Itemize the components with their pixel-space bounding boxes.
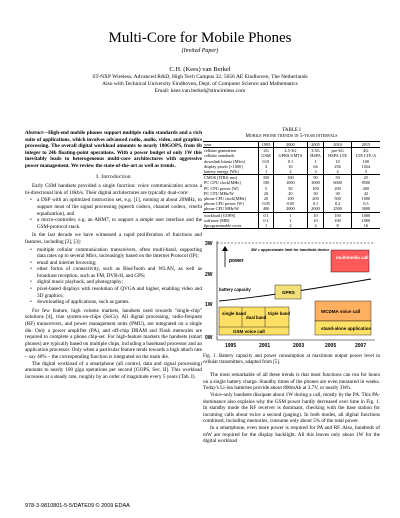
affiliation-2: Also with Technical University Eindhoven, Dept. of Computer Science and Mathematics bbox=[102, 81, 298, 87]
table-cell: 1995 bbox=[258, 142, 273, 148]
table-cell: 350 bbox=[258, 175, 273, 181]
paragraph: For few feature, high volume markets, handsets used towards "single-chip" solutions [4], true system-on-chips (SoCs). All digital processing, radio-frequent (RF) transceivers, and power management units (PMU), are integrated on a single die. Only a power amplifier (PA), and off-chip DRAM and Flash memories are required to complete a phone chip-set. For high-feature markets the handsets (smart phones) are typically based on multiple chips, including a baseband processor and an application processor. Only when a particular feature tends towards a high attach rate – say 40% – the corresponding function is integrated on the main die. bbox=[25, 307, 202, 360]
table-cell: #programmable cores bbox=[203, 223, 258, 229]
paragraph: The most remarkable of all these trends is that most functions can run for hours on a single battery charge. Standby times of the phones are even measured in weeks. Today's Li-ion batteries provide about 800mAh at 3.7V, or nearly 3Wh. bbox=[203, 372, 380, 392]
table-cell: cellular generation bbox=[204, 148, 237, 154]
table-cell: 30 bbox=[307, 191, 324, 196]
figure-caption: Fig. 1. Battery capacity and power consumption at maximum output power level in cellular transmitters, adapted from [5]. bbox=[203, 354, 380, 366]
battery-label: battery capacity bbox=[219, 287, 251, 293]
table-cell: 0.2 bbox=[324, 201, 351, 206]
table-cell: CMOS [ITRS, nm] bbox=[204, 175, 238, 181]
table-cell: 0.1 bbox=[258, 212, 273, 218]
table-cell: year bbox=[203, 142, 258, 148]
table-cell: 180 bbox=[274, 175, 307, 181]
table-cell: 30 bbox=[324, 191, 351, 196]
table-cell: 25 bbox=[351, 175, 380, 181]
table-caption: Mobile phone trends in 5-year intervals bbox=[245, 134, 338, 139]
table-cell: 90 bbox=[307, 175, 324, 181]
table-cell: workload [GOPS] bbox=[204, 212, 236, 218]
table-cell: 2000 bbox=[274, 206, 307, 212]
table-cell: 4 bbox=[324, 169, 351, 175]
table-cell: 100 bbox=[258, 180, 273, 185]
table-cell: LTE LTE-A bbox=[351, 153, 380, 158]
section-heading-intro: I. Introduction bbox=[96, 173, 131, 180]
list-item: • a DSP with an optimized instruction set, e.g. [1], running at about 20MHz, to support most of the signal processing (speech codecs, channel codecs, viterbi equalization), and bbox=[25, 197, 202, 217]
table-cell: 500 bbox=[324, 196, 351, 201]
table-cell: 100 bbox=[307, 186, 324, 191]
table-cell: software [MB] bbox=[204, 217, 230, 223]
table-cell: 5 bbox=[351, 169, 380, 175]
table-cell: GSM bbox=[258, 153, 273, 158]
y-tick-label: 1W bbox=[205, 302, 213, 309]
table-cell: 1 bbox=[258, 223, 273, 229]
list-item: • a micro-controller, e.g. an ARM7, to support a simple user interface and the GSM-protocol stack. bbox=[25, 217, 202, 230]
table-cell: 20 bbox=[274, 191, 307, 196]
standalone-label: stand-alone application bbox=[321, 326, 372, 332]
left-column bbox=[25, 130, 202, 380]
triple-band-label: triple band bbox=[268, 311, 290, 317]
table-cell: 8500 bbox=[351, 180, 380, 185]
table-cell: 2000 bbox=[274, 142, 307, 148]
table-cell: 1000 bbox=[351, 218, 380, 223]
table-cell: 100 bbox=[274, 196, 307, 201]
right-column bbox=[203, 130, 380, 445]
table-cell: 1 bbox=[274, 212, 307, 218]
list-features bbox=[25, 247, 202, 306]
wcdma-label: WCDMA voice call bbox=[321, 309, 361, 315]
table-cell: 8 bbox=[324, 223, 351, 229]
table-cell: GPRS UMTS bbox=[274, 153, 307, 158]
affiliation-1: ST-NXP Wireless, Advanced R&D, High Tech Campus 32, 5656 AE Eindhoven, The Netherlands bbox=[92, 74, 308, 80]
paragraph: Early GSM handsets provided a single function: voice communication across a bi-directional link of 10kb/s. Their digital architectures are typically dual-core: bbox=[25, 183, 202, 196]
figure-power-chart bbox=[203, 235, 380, 352]
paragraph: In the last decade we have witnessed a rapid proliferation of functions and features, including [2], [3]: bbox=[25, 232, 202, 245]
table-cell: 1000 bbox=[351, 196, 380, 201]
table-cell: 3.5G bbox=[307, 148, 324, 154]
table-cell: 256 bbox=[324, 164, 351, 169]
table-cell: HSPA LTE bbox=[324, 153, 351, 158]
table-cell: 200 bbox=[324, 186, 351, 191]
list-item: • multiple cellular communication transceivers, often multi-band, supporting data rates up to several Mb/s, increasingly based on the Internet Protocol (IP); bbox=[25, 247, 202, 260]
table-cell: 0.1 bbox=[274, 159, 307, 164]
list-dual-core bbox=[25, 197, 202, 230]
paper-title: Multi-Core for Mobile Phones bbox=[108, 30, 292, 46]
table-cell: 1024 bbox=[351, 164, 380, 169]
gprs-label: GPRS bbox=[282, 290, 295, 296]
table-cell: 0.3 bbox=[351, 201, 380, 206]
y-tick-label: 2W bbox=[205, 272, 213, 279]
y-tick-label: 3W bbox=[205, 241, 213, 248]
paragraph: In a smartphone, even more power is required for PA and RF. Also, hundreds of mW are required for the display backlight. All this leaves only about 1W for the digital workload bbox=[203, 425, 380, 445]
x-tick-label: 2003 bbox=[293, 343, 305, 350]
x-tick-label: 2007 bbox=[355, 343, 367, 350]
paragraph: The digital workload of a smartphone (all control, data and signal processing) amounts to nearly 100 giga operations per second [GOPS, Sec. II]. This workload increases at a steady rate, roughly by an order of magnitude every 5 years (Tab. I). bbox=[25, 360, 202, 380]
power-label: power bbox=[229, 258, 244, 265]
multimedia-label: multimedia call bbox=[336, 255, 369, 261]
abstract bbox=[25, 130, 202, 170]
y-tick-label: 0W bbox=[205, 335, 213, 342]
table-cell: 4G bbox=[351, 148, 380, 154]
list-item: • downloading of applications, such as games. bbox=[25, 299, 202, 306]
limit-annotation: 3W = approximate limit for handheld device bbox=[251, 248, 330, 253]
table-cell: PC CPU clock[MHz] bbox=[204, 180, 241, 186]
table-cell: 20 bbox=[258, 191, 273, 196]
table-cell: 0.01 bbox=[258, 159, 273, 164]
table-cell: 1 bbox=[258, 169, 273, 175]
list-item: • email and internet browsing; bbox=[25, 260, 202, 267]
table-cell: 2.5-3G bbox=[274, 148, 307, 154]
table-cell: 4 bbox=[258, 164, 273, 169]
table-cell: HSPA bbox=[307, 153, 324, 158]
table-cell: phone CPU power [W] bbox=[204, 201, 244, 207]
table-cell: 2015 bbox=[351, 142, 380, 148]
table-row bbox=[203, 223, 380, 229]
table-cell: 2000 bbox=[307, 206, 324, 212]
table-cell: 64 bbox=[307, 164, 324, 169]
table-cell: 2 bbox=[274, 169, 307, 175]
table-cell: 42 bbox=[351, 191, 380, 196]
table-cell: PC CPU power [W] bbox=[204, 185, 239, 191]
table-cell: 6000 bbox=[324, 180, 351, 185]
copyright-footer: 978-3-9810801-5-5/DATE09 © 2009 EDAA bbox=[25, 503, 130, 509]
table-cell: display pixels [×1000] bbox=[204, 163, 243, 169]
abstract-lead: Abstract— bbox=[25, 130, 49, 136]
table-cell: phone CPU clock[MHz] bbox=[204, 196, 247, 202]
table-cell: 2005 bbox=[307, 142, 324, 148]
table-cell: 1000 bbox=[274, 180, 307, 185]
table-cell: battery energy [Wh] bbox=[203, 169, 258, 175]
table-cell: 100 bbox=[324, 212, 351, 218]
table-cell: 10 bbox=[307, 218, 324, 223]
table-cell: 10 bbox=[324, 159, 351, 164]
paper-subtitle: (Invited Paper) bbox=[181, 48, 219, 54]
table-cell: 1000 bbox=[351, 212, 380, 218]
table-cell: 1 bbox=[307, 159, 324, 164]
table-cell: cellular standards bbox=[204, 153, 235, 159]
table-cell: 3000 bbox=[307, 180, 324, 185]
table-cell: 0.05 bbox=[258, 201, 273, 206]
dual-band-label: dual band bbox=[246, 315, 267, 321]
table-cell: 100 bbox=[351, 159, 380, 164]
trends-table bbox=[203, 141, 380, 229]
table-cell: 0.05 bbox=[274, 201, 307, 206]
table-cell: 10 bbox=[307, 212, 324, 218]
table-cell: 0.1 bbox=[307, 201, 324, 206]
author-email: Email: kees.van.berkel@stnwireless.com bbox=[154, 88, 246, 94]
table-cell: 100 bbox=[324, 218, 351, 223]
single-band-label: single band bbox=[222, 311, 246, 317]
table-cell: 3 bbox=[307, 169, 324, 175]
author-block bbox=[0, 66, 400, 95]
abstract-text: High-end mobile phones support multiple radio standards and a rich suite of applications, which involves advanced radio, audio, video, and graphics processing. The overall digital workload amounts to nearly 100GOPS, from 6b integer to 24b floating-point operations. With a power budget of only 1W this inevitably leads to heterogeneous multi-core architectures with aggressive power management. We review the state-of-the-art as well as trends. bbox=[25, 130, 202, 169]
list-item: • pixel-based displays with resolution of QVGA and higher, enabling video and 3D graphics; bbox=[25, 286, 202, 299]
table-cell: 50 bbox=[324, 175, 351, 181]
table-cell: 16 bbox=[351, 223, 380, 229]
table-cell: 2500 bbox=[324, 206, 351, 212]
paragraph: Voice-only handsets dissipate about 1W during a call, mostly by the PA. This PA-dominance also explains why the GSM power hardly decreased over time in Fig. 1. In standby mode the RF receiver is dominant, checking with the base station for incoming calls about twice a second (paging). In both modes, all digital functions combined, including memories, consume only about 5% of the total power. bbox=[203, 392, 380, 425]
table-cell: 50 bbox=[274, 186, 307, 191]
list-item: • other forms of connectivity, such as BlueTooth and WLAN, as well as broadcast reception, such as FM, DVB-H, and GPS; bbox=[25, 266, 202, 279]
table-cell: phone CPU MHz/W bbox=[203, 206, 258, 212]
table-cell: 4 bbox=[307, 223, 324, 229]
table-cell: 2010 bbox=[324, 142, 351, 148]
table-cell: 200 bbox=[307, 196, 324, 201]
table-cell: 2G bbox=[258, 148, 273, 154]
table-cell: pre-4G bbox=[324, 148, 351, 154]
x-tick-label: 2001 bbox=[259, 343, 271, 350]
table-cell: 0.1 bbox=[258, 218, 273, 223]
power-chart-svg bbox=[203, 235, 380, 352]
table-cell: 16 bbox=[274, 164, 307, 169]
author-name: C.H. (Kees) van Berkel bbox=[169, 66, 231, 73]
table-cell: downlink bitrate [Mb/s] bbox=[204, 158, 246, 164]
table-cell: 20 bbox=[258, 196, 273, 201]
table-cell: PC CPU MHz/W bbox=[204, 190, 234, 196]
table-cell: 1 bbox=[274, 218, 307, 223]
multimedia-box bbox=[331, 250, 369, 272]
table-cell: 5 bbox=[258, 186, 273, 191]
x-tick-label: 2005 bbox=[325, 343, 337, 350]
table-cell: 3000 bbox=[351, 206, 380, 212]
gsm-voice-label: GSM voice call bbox=[233, 329, 265, 335]
table-cell: 2 bbox=[274, 223, 307, 229]
table-cell: 200 bbox=[351, 186, 380, 191]
table-caption-number: TABLE I bbox=[282, 128, 301, 133]
x-tick-label: 1995 bbox=[225, 343, 237, 350]
list-item: • digital music playback, and photography; bbox=[25, 279, 202, 286]
table-cell: 400 bbox=[258, 206, 273, 212]
